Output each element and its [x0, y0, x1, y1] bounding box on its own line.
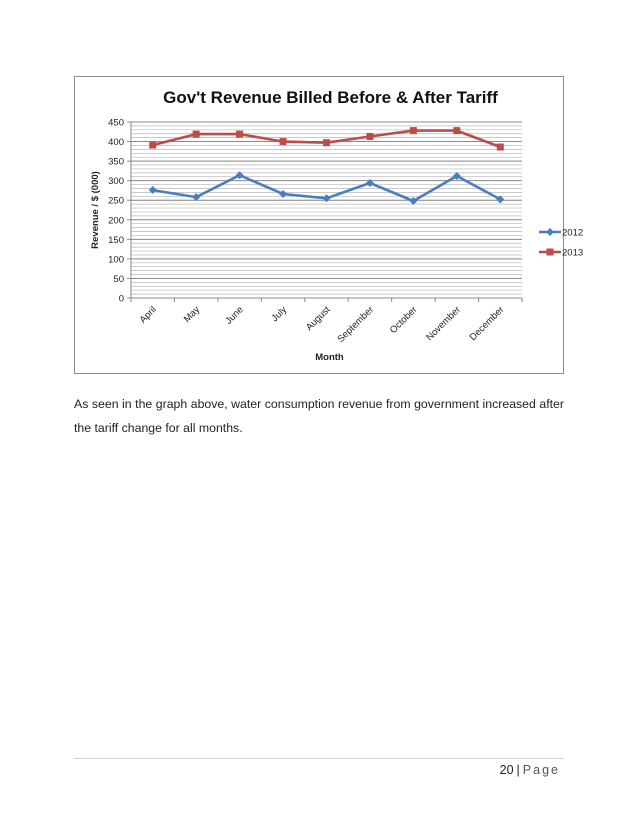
x-tick-label: October — [387, 304, 420, 337]
data-point-2013 — [323, 139, 330, 146]
page-separator: | — [516, 763, 520, 777]
data-point-2013 — [410, 127, 417, 134]
legend-label-2012: 2012 — [562, 227, 584, 239]
y-tick-label: 400 — [108, 137, 124, 149]
footer-divider — [74, 758, 564, 759]
y-tick-label: 0 — [118, 293, 124, 305]
page-number: 20 — [499, 763, 514, 777]
data-point-2013 — [236, 131, 243, 138]
x-axis-title: Month — [315, 352, 344, 363]
x-tick-label: August — [303, 304, 333, 334]
page-word: Page — [522, 763, 560, 777]
y-tick-label: 450 — [108, 117, 124, 129]
data-point-2012 — [279, 190, 287, 198]
data-point-2013 — [280, 138, 287, 145]
x-tick-label: November — [424, 304, 463, 344]
line-chart — [75, 77, 584, 373]
legend-label-2013: 2013 — [562, 247, 584, 259]
data-point-2013 — [193, 131, 200, 138]
data-point-2012 — [149, 186, 157, 194]
x-tick-label: December — [467, 304, 507, 344]
x-tick-label: June — [223, 304, 246, 327]
y-axis-title: Revenue / $ (000) — [90, 171, 101, 249]
y-tick-label: 150 — [108, 234, 124, 246]
y-tick-label: 50 — [113, 273, 124, 285]
chart-title: Gov't Revenue Billed Before & After Tariff — [163, 88, 498, 107]
y-tick-label: 300 — [108, 176, 124, 188]
body-paragraph: As seen in the graph above, water consumption revenue from government increased after the tariff change for all months. — [74, 397, 564, 435]
legend-marker-2013 — [547, 249, 554, 256]
page-footer — [500, 763, 560, 777]
legend-marker-2012 — [546, 228, 554, 236]
data-point-2013 — [366, 133, 373, 140]
x-tick-label: July — [269, 304, 290, 325]
data-point-2013 — [149, 142, 156, 149]
y-tick-label: 100 — [108, 254, 124, 266]
x-tick-label: April — [137, 304, 159, 326]
data-point-2012 — [323, 194, 331, 202]
data-point-2013 — [497, 144, 504, 151]
y-tick-label: 350 — [108, 156, 124, 168]
data-point-2013 — [453, 127, 460, 134]
x-tick-label: September — [335, 304, 377, 345]
y-tick-label: 200 — [108, 215, 124, 227]
y-tick-label: 250 — [108, 195, 124, 207]
chart-frame — [74, 76, 584, 374]
x-tick-label: May — [181, 304, 203, 325]
